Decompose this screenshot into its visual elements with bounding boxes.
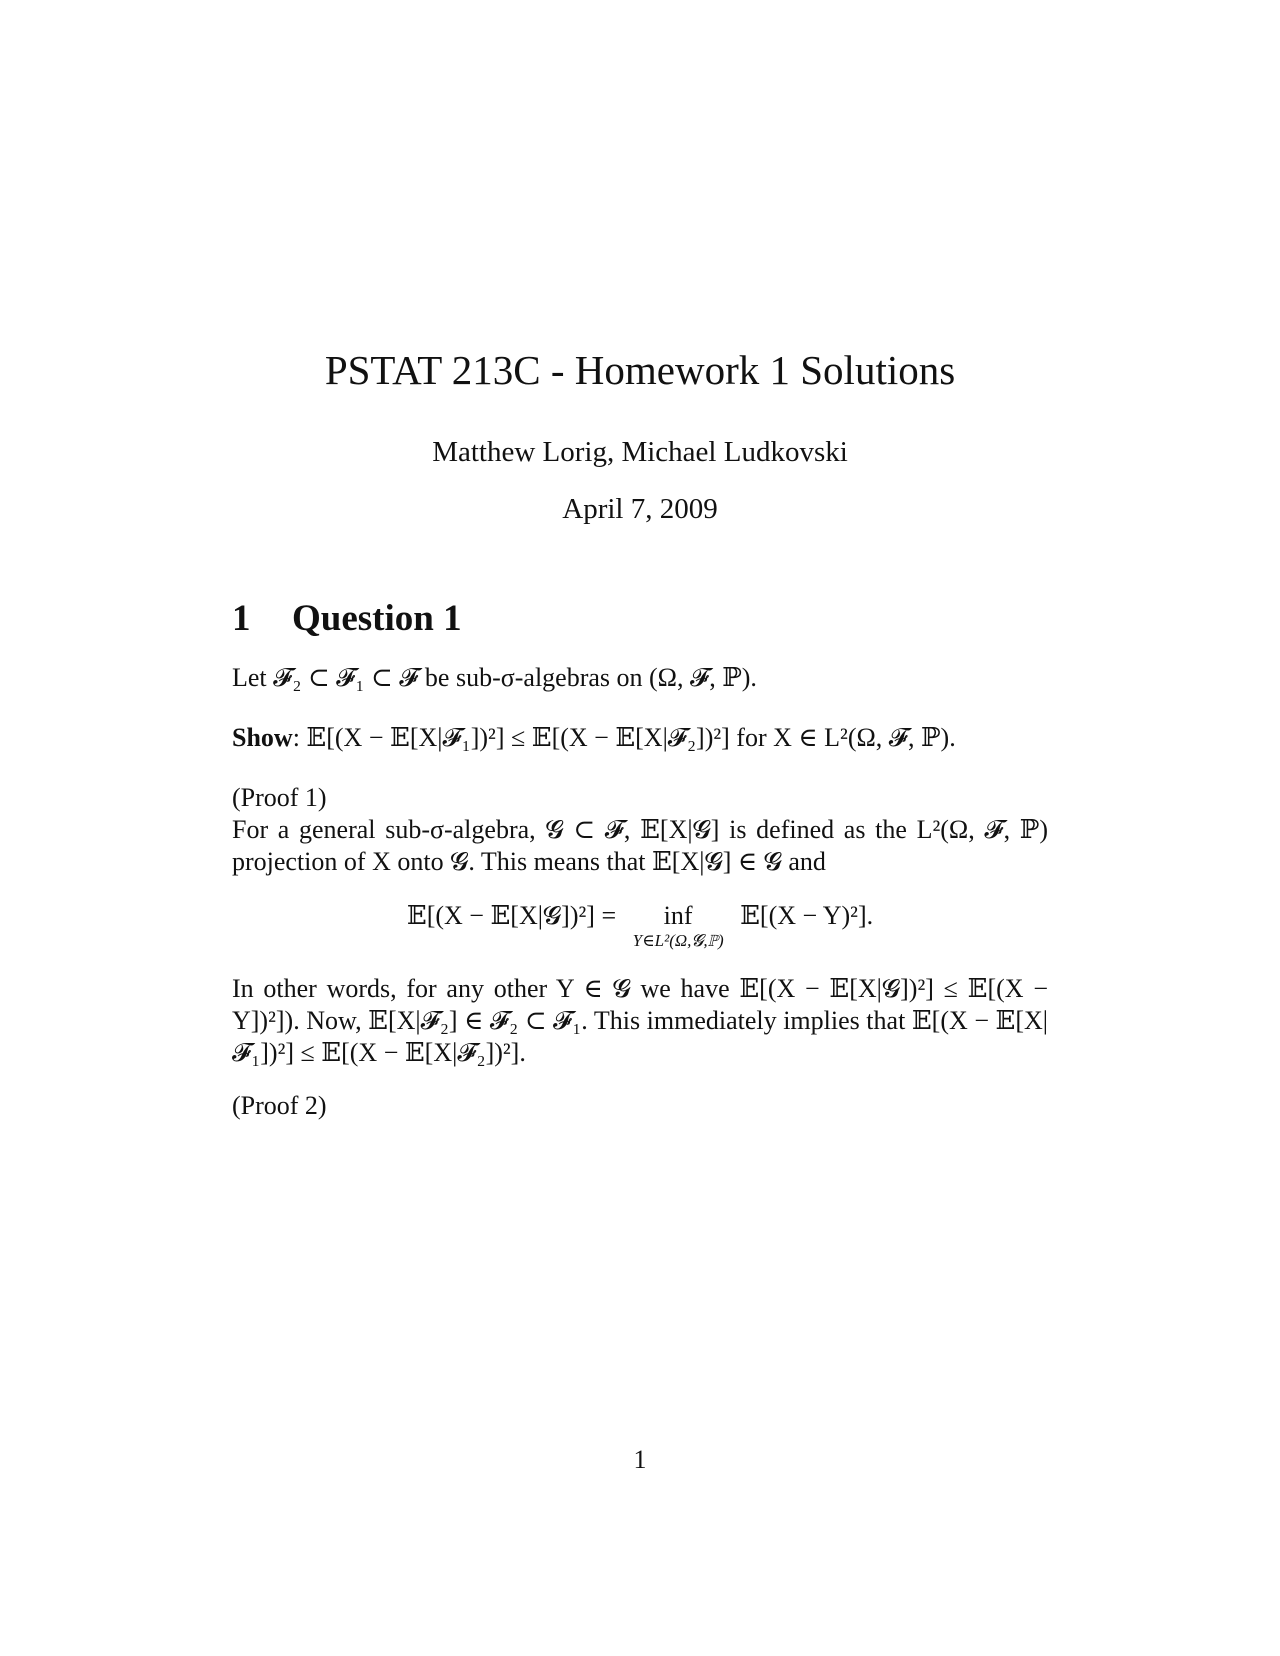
document-authors: Matthew Lorig, Michael Ludkovski bbox=[432, 436, 848, 468]
equation-lhs: 𝔼[(X − 𝔼[X|𝓖])²] = bbox=[406, 901, 617, 930]
equation-operator bbox=[633, 900, 724, 950]
setup-paragraph: Let 𝓕₂ ⊂ 𝓕₁ ⊂ 𝓕 be sub-σ-algebras on (Ω, 𝓕, ℙ). bbox=[232, 663, 757, 692]
proof1-text: For a general sub-σ-algebra, 𝓖 ⊂ 𝓕, 𝔼[X|𝓖] is defined as the L²(Ω, 𝓕, ℙ) projection of X onto 𝓖. This means that 𝔼[X|𝓖] ∈ 𝓖 and bbox=[232, 815, 1048, 876]
equation-operator-name: inf bbox=[663, 901, 693, 930]
section-title: Question 1 bbox=[292, 598, 462, 639]
section-heading bbox=[232, 597, 462, 641]
section-number: 1 bbox=[232, 598, 251, 639]
document-title: PSTAT 213C - Homework 1 Solutions bbox=[324, 347, 956, 393]
document-date: April 7, 2009 bbox=[562, 493, 718, 525]
equation-rhs: 𝔼[(X − Y)²]. bbox=[740, 901, 874, 930]
equation-operator-subscript: Y∈L²(Ω,𝓖,ℙ) bbox=[632, 931, 724, 950]
proof1-block bbox=[232, 782, 1048, 878]
display-equation bbox=[232, 900, 1048, 950]
page-number: 1 bbox=[633, 1445, 647, 1474]
show-text: : 𝔼[(X − 𝔼[X|𝓕₁])²] ≤ 𝔼[(X − 𝔼[X|𝓕₂])²] for X ∈ L²(Ω, 𝓕, ℙ). bbox=[292, 723, 956, 752]
show-label: Show bbox=[232, 723, 293, 752]
proof1-label: (Proof 1) bbox=[232, 783, 327, 812]
conclusion-paragraph: In other words, for any other Y ∈ 𝓖 we have 𝔼[(X − 𝔼[X|𝓖])²] ≤ 𝔼[(X − Y])²]). Now, 𝔼[X|𝓕₂] ∈ 𝓕₂ ⊂ 𝓕₁. This immediately implies that 𝔼[(X − 𝔼[X|𝓕₁])²] ≤ 𝔼[(X − 𝔼[X|𝓕₂])²]. bbox=[232, 974, 1048, 1067]
show-statement bbox=[232, 722, 1048, 754]
proof2-label: (Proof 2) bbox=[232, 1091, 327, 1120]
